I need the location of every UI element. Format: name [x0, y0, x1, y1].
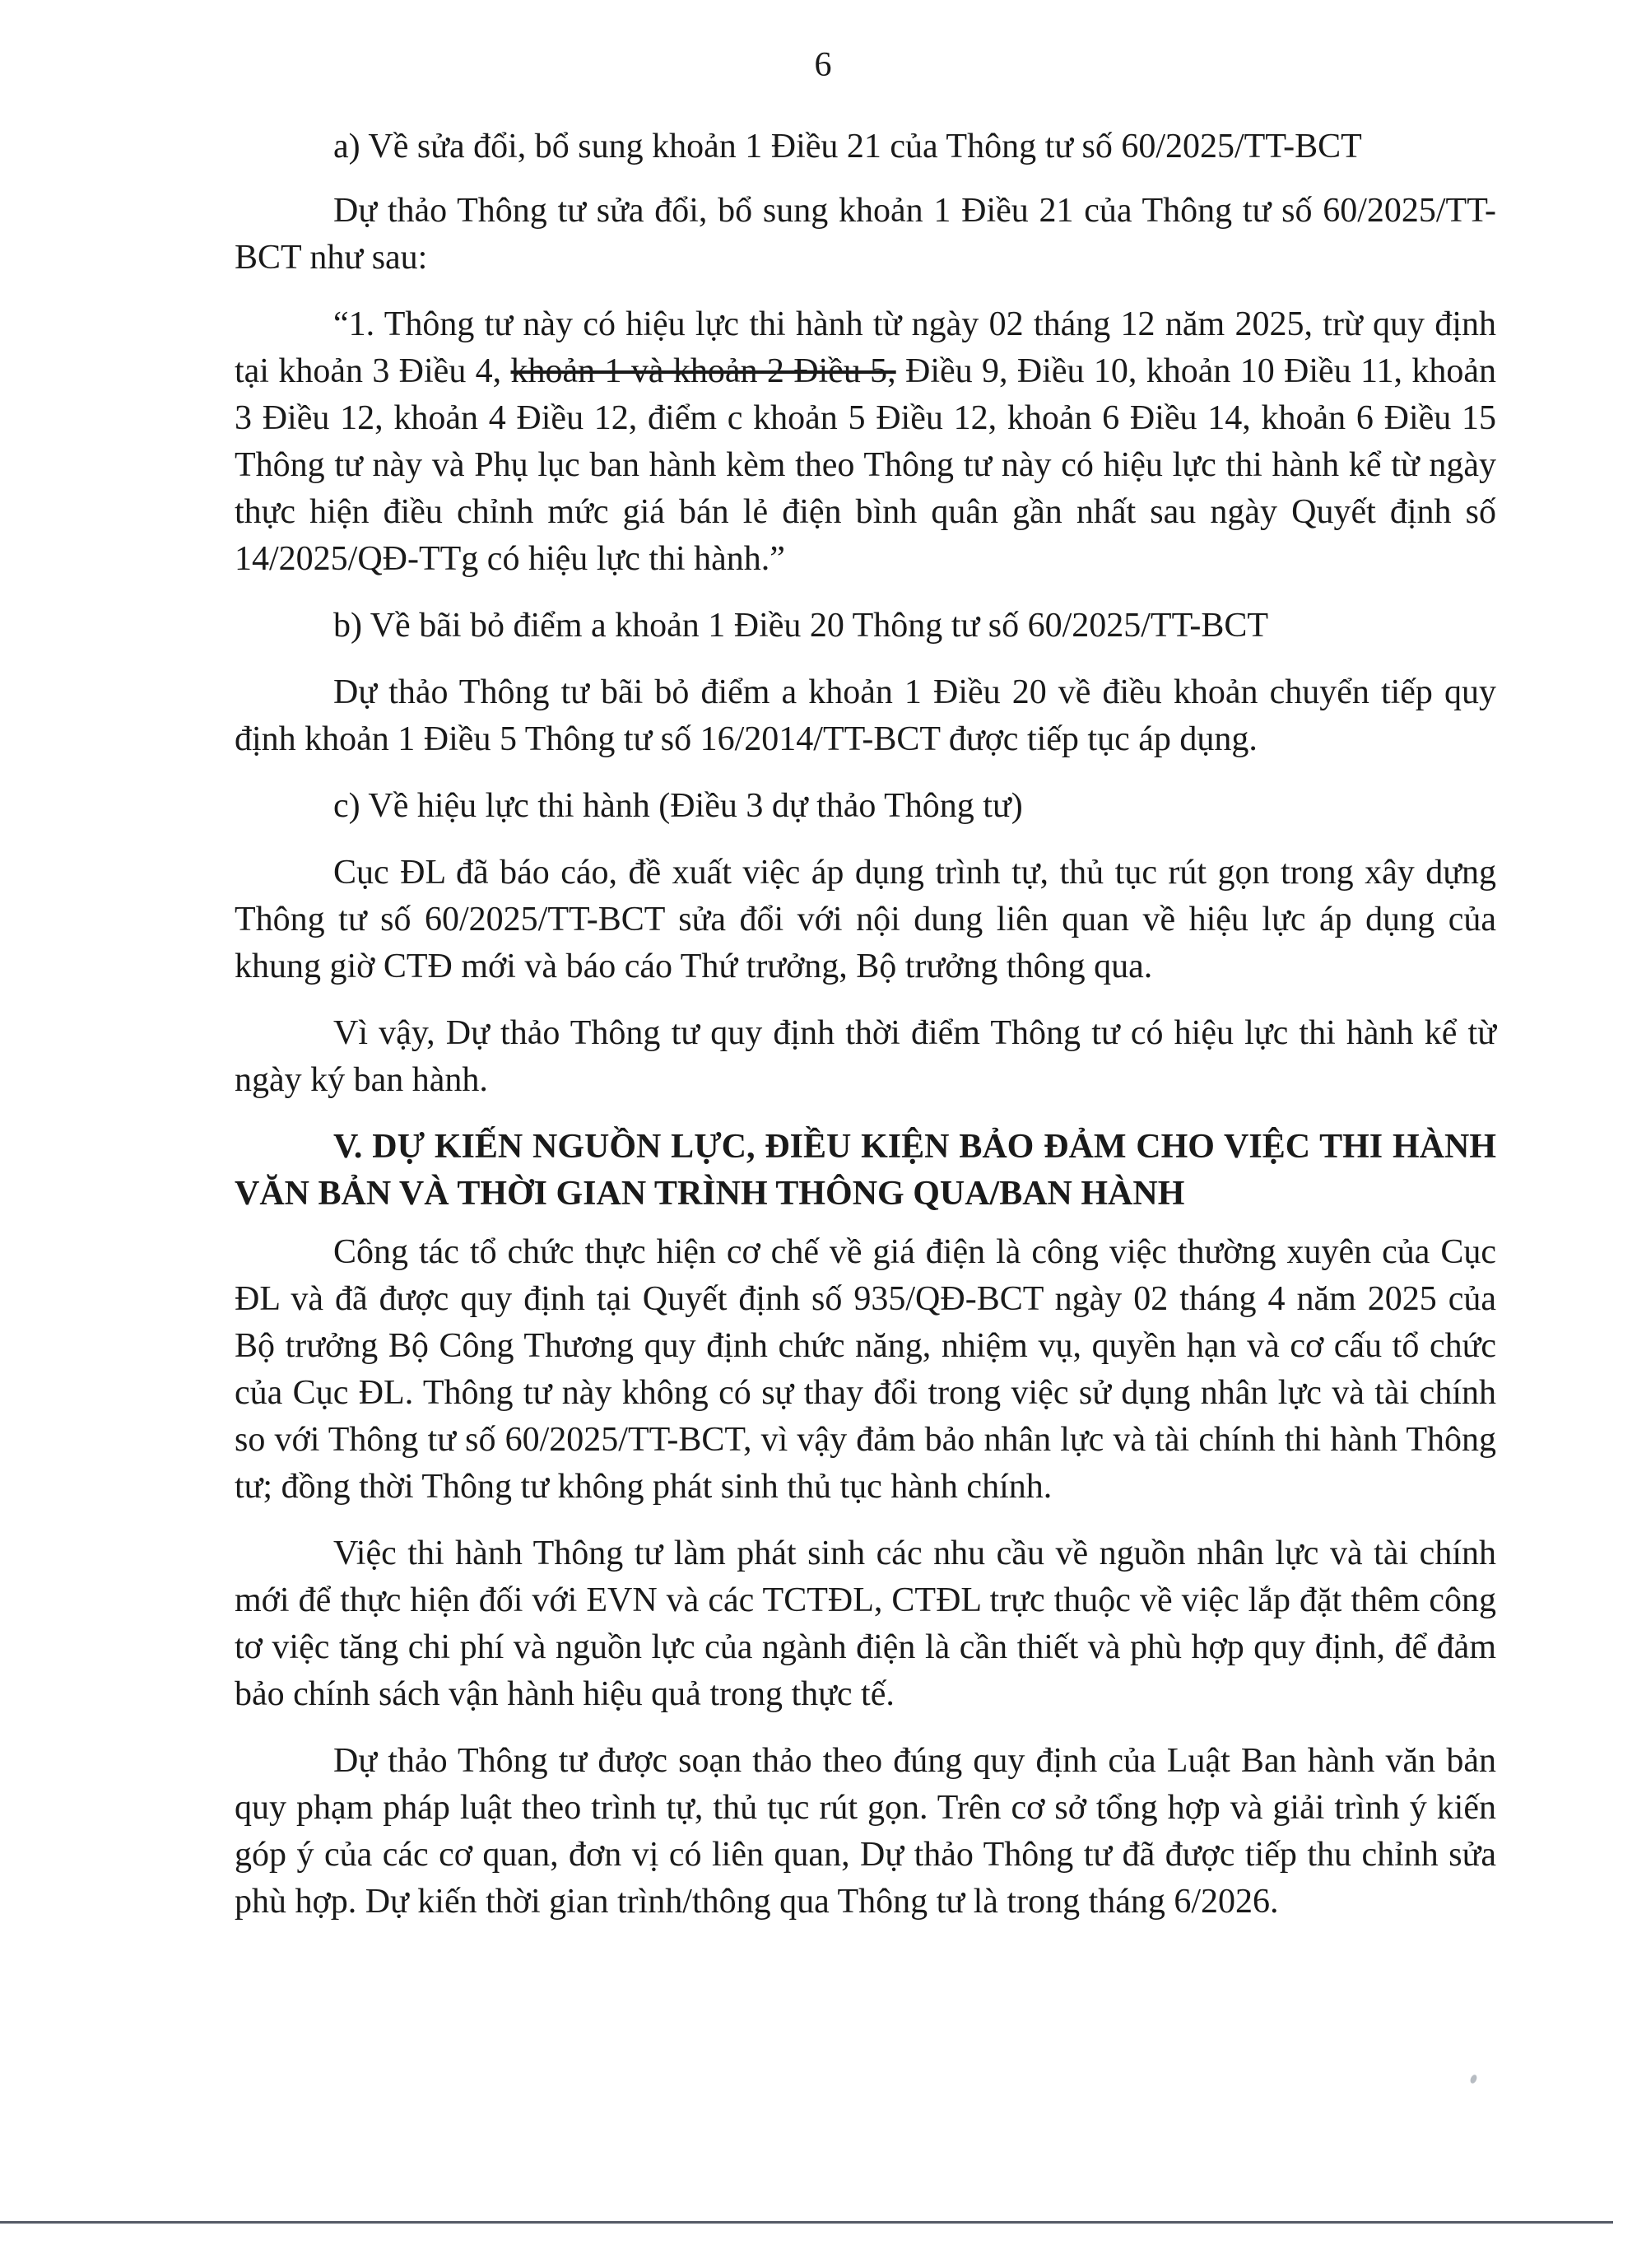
bottom-rule [0, 2221, 1613, 2224]
document-body [235, 123, 1496, 1945]
section-a-intro: Dự thảo Thông tư sửa đổi, bổ sung khoản 1 Điều 21 của Thông tư số 60/2025/TT-BCT như sau: [235, 192, 1496, 277]
section-c-conclusion: Vì vậy, Dự thảo Thông tư quy định thời điểm Thông tư có hiệu lực thi hành kể từ ngày ký ban hành. [235, 1014, 1496, 1099]
section-v-paragraph-1: Công tác tổ chức thực hiện cơ chế về giá điện là công việc thường xuyên của Cục ĐL và đã được quy định tại Quyết định số 935/QĐ-BCT ngày 02 tháng 4 năm 2025 của Bộ trưởng Bộ Công Thương quy định chức năng, nhiệm vụ, quyền hạn và cơ cấu tổ chức của Cục ĐL. Thông tư này không có sự thay đổi trong việc sử dụng nhân lực và tài chính so với Thông tư số 60/2025/TT-BCT, vì vậy đảm bảo nhân lực và tài chính thi hành Thông tư; đồng thời Thông tư không phát sinh thủ tục hành chính. [235, 1233, 1496, 1506]
section-b-body: Dự thảo Thông tư bãi bỏ điểm a khoản 1 Điều 20 về điều khoản chuyển tiếp quy định khoản 1 Điều 5 Thông tư số 16/2014/TT-BCT được tiếp tục áp dụng. [235, 673, 1496, 758]
quoted-amendment-part-1: “1. Thông tư này có hiệu lực thi hành từ ngày 02 tháng 12 năm 2025, trừ quy định tại khoản 3 Điều 4, [235, 305, 1496, 390]
page-number: 6 [814, 46, 832, 84]
section-v-paragraph-3: Dự thảo Thông tư được soạn thảo theo đúng quy định của Luật Ban hành văn bản quy phạm pháp luật theo trình tự, thủ tục rút gọn. Trên cơ sở tổng hợp và giải trình ý kiến góp ý của các cơ quan, đơn vị có liên quan, Dự thảo Thông tư đã được tiếp thu chỉnh sửa phù hợp. Dự kiến thời gian trình/thông qua Thông tư là trong tháng 6/2026. [235, 1742, 1496, 1921]
section-v-heading: V. DỰ KIẾN NGUỒN LỰC, ĐIỀU KIỆN BẢO ĐẢM CHO VIỆC THI HÀNH VĂN BẢN VÀ THỜI GIAN TRÌNH THÔNG QUA/BAN HÀNH [235, 1128, 1496, 1213]
section-c-body: Cục ĐL đã báo cáo, đề xuất việc áp dụng trình tự, thủ tục rút gọn trong xây dựng Thông tư số 60/2025/TT-BCT sửa đổi với nội dung liên quan về hiệu lực áp dụng của khung giờ CTĐ mới và báo cáo Thứ trưởng, Bộ trưởng thông qua. [235, 854, 1496, 985]
quoted-amendment [235, 301, 1496, 583]
section-c-title: c) Về hiệu lực thi hành (Điều 3 dự thảo Thông tư) [333, 787, 1023, 825]
struck-through-text: khoản 1 và khoản 2 Điều 5, [510, 352, 896, 390]
section-a-title: a) Về sửa đổi, bổ sung khoản 1 Điều 21 của Thông tư số 60/2025/TT-BCT [333, 128, 1362, 165]
section-v-paragraph-2: Việc thi hành Thông tư làm phát sinh các nhu cầu về nguồn nhân lực và tài chính mới để thực hiện đối với EVN và các TCTĐL, CTĐL trực thuộc về việc lắp đặt thêm công tơ việc tăng chi phí và nguồn lực của ngành điện là cần thiết và phù hợp quy định, để đảm bảo chính sách vận hành hiệu quả trong thực tế. [235, 1535, 1496, 1713]
quoted-amendment-part-2: Điều 9, Điều 10, khoản 10 Điều 11, khoản 3 Điều 12, khoản 4 Điều 12, điểm c khoản 5 Điều 12, khoản 6 Điều 14, khoản 6 Điều 15 Thông tư này và Phụ lục ban hành kèm theo Thông tư này có hiệu lực thi hành kể từ ngày thực hiện điều chỉnh mức giá bán lẻ điện bình quân gần nhất sau ngày Quyết định số 14/2025/QĐ-TTg có hiệu lực thi hành.” [235, 352, 1496, 578]
scan-speck [1469, 2074, 1478, 2084]
section-b-title: b) Về bãi bỏ điểm a khoản 1 Điều 20 Thông tư số 60/2025/TT-BCT [333, 607, 1269, 645]
